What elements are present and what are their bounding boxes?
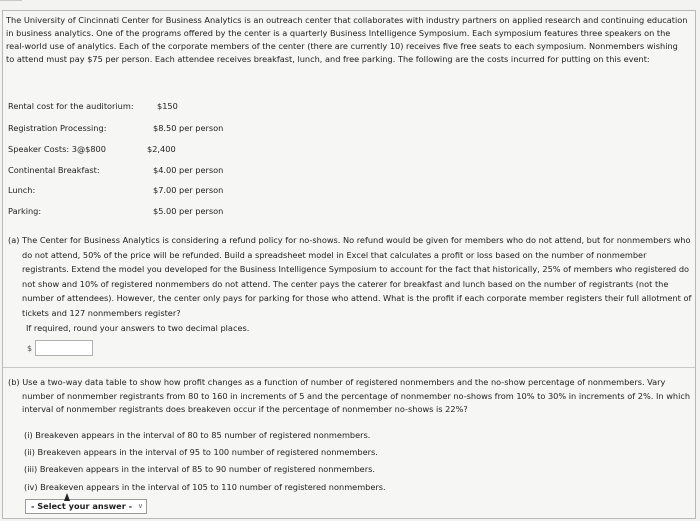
part-b — [8, 376, 692, 417]
option-iv: (iv) Breakeven appears in the interval of 105 to 110 number of registered nonmembers. — [24, 482, 386, 492]
mouse-cursor-icon — [64, 493, 70, 501]
cost-label: Speaker Costs: 3@$800 — [8, 144, 106, 154]
section-divider — [3, 367, 695, 368]
option-i: (i) Breakeven appears in the interval of 80 to 85 number of registered nonmembers. — [24, 430, 371, 440]
chevron-down-icon: ∨ — [137, 502, 143, 510]
cost-value: $8.50 per person — [153, 123, 224, 133]
cost-label: Continental Breakfast: — [8, 165, 100, 175]
answer-select[interactable] — [25, 499, 147, 514]
cost-row-rental — [8, 101, 268, 113]
currency-symbol: $ — [27, 344, 33, 353]
cost-row-breakfast — [8, 165, 268, 177]
cost-label: Rental cost for the auditorium: — [8, 101, 134, 111]
answer-select-label: - Select your answer - — [31, 501, 132, 511]
cost-value: $7.00 per person — [153, 185, 224, 195]
part-a — [8, 233, 692, 320]
cost-value: $4.00 per person — [153, 165, 224, 175]
cost-label: Registration Processing: — [8, 123, 107, 133]
intro-text: The University of Cincinnati Center for Business Analytics is an outreach center that collaborates with industry partners on applied research and continuing education in business analytics. One of the programs offered by the center is a quarterly Business Intelligence Symposium. Each symposium features three speakers on the real-world use of analytics. Each of the corporate members of the center (there are currently 10) receives five free seats to each symposium. Nonmembers wishing to attend must pay $75 per person. Each attendee receives breakfast, lunch, and free parking. The following are the costs incurred for putting on this event: — [6, 15, 688, 64]
cost-value: $2,400 — [147, 144, 176, 154]
part-a-question: (a) The Center for Business Analytics is considering a refund policy for no-shows. No refund would be given for members who do not attend, but for nonmembers who do not attend, 50% of the price will be refunded. Build a spreadsheet model in Excel that calculates a profit or loss based on the number of nonmember registrants. Extend the model you developed for the Business Intelligence Symposium to account for the fact that historically, 25% of members who registered do not show and 10% of registered nonmembers do not attend. The center pays the caterer for breakfast and lunch based on the number of registrants (not the number of attendees). However, the center only pays for parking for those who attend. What is the profit if each corporate member registers their full allotment of tickets and 127 nonmembers register? — [8, 235, 692, 318]
top-edge-mark — [0, 0, 22, 8]
option-iii: (iii) Breakeven appears in the interval of 85 to 90 number of registered nonmembers. — [24, 464, 375, 474]
cost-row-registration — [8, 123, 268, 135]
option-ii: (ii) Breakeven appears in the interval of 95 to 100 number of registered nonmembers. — [24, 447, 378, 457]
cost-row-speakers — [8, 144, 268, 156]
cost-value: $150 — [157, 101, 178, 111]
cost-label: Lunch: — [8, 185, 36, 195]
cost-label: Parking: — [8, 206, 42, 216]
cost-value: $5.00 per person — [153, 206, 224, 216]
cost-row-lunch — [8, 185, 268, 197]
part-b-question: (b) Use a two-way data table to show how profit changes as a function of number of registered nonmembers and the no-show percentage of nonmembers. Vary number of nonmember registrants from 80 to 160 in increments of 5 and the percentage of nonmember no-shows from 10% to 30% in increments of 2%. In which interval of nonmember registrants does breakeven occur if the percentage of nonmember no-shows is 22%? — [8, 377, 691, 414]
rounding-note: If required, round your answers to two decimal places. — [26, 323, 250, 333]
profit-answer-input[interactable] — [35, 340, 93, 356]
cost-row-parking — [8, 206, 268, 218]
